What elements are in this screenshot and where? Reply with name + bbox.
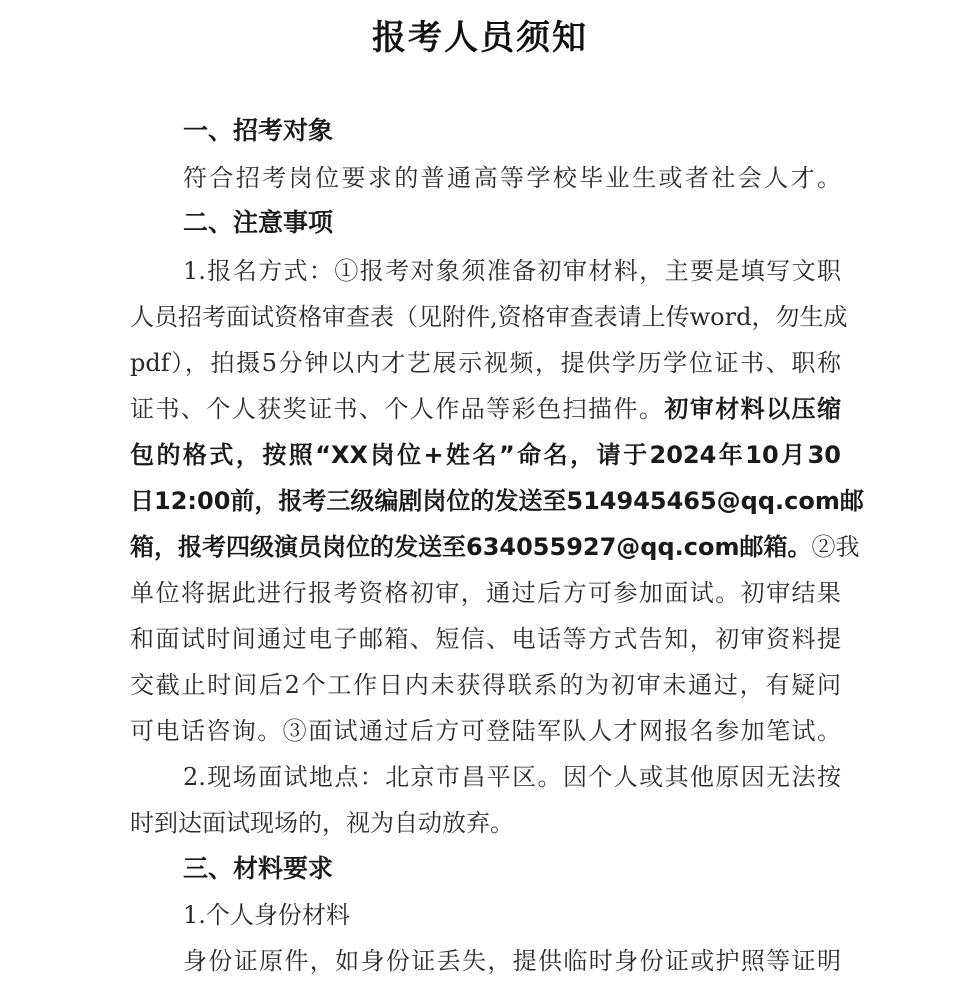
paragraph-line: 符合招考岗位要求的普通高等学校毕业生或者社会人才。 <box>183 164 841 192</box>
paragraph-line: 身份证原件，如身份证丢失，提供临时身份证或护照等证明 <box>183 947 841 975</box>
section-heading-3: 三、材料要求 <box>183 854 334 883</box>
paragraph-line: 2.现场面试地点：北京市昌平区。因个人或其他原因无法按 <box>183 763 841 791</box>
subheading: 1.个人身份材料 <box>183 901 350 929</box>
paragraph-line: 人员招考面试资格审查表（见附件,资格审查表请上传word，勿生成 <box>130 303 848 331</box>
normal-text: ②我 <box>811 533 860 561</box>
paragraph-line: 交截止时间后2个工作日内未获得联系的为初审未通过，有疑问 <box>130 671 841 699</box>
paragraph-line <box>130 529 860 565</box>
paragraph-line-bold: 日12:00前，报考三级编剧岗位的发送至514945465@qq.com邮 <box>130 487 864 515</box>
paragraph-line: 时到达面试现场的，视为自动放弃。 <box>130 809 514 837</box>
paragraph-line: 1.报名方式：①报考对象须准备初审材料，主要是填写文职 <box>183 257 841 285</box>
paragraph-line: pdf），拍摄5分钟以内才艺展示视频，提供学历学位证书、职称 <box>130 349 841 377</box>
paragraph-line <box>130 391 841 427</box>
bold-text: 箱，报考四级演员岗位的发送至634055927@qq.com邮箱。 <box>130 533 812 561</box>
paragraph-line: 单位将据此进行报考资格初审，通过后方可参加面试。初审结果 <box>130 579 841 607</box>
page-title: 报考人员须知 <box>372 18 588 58</box>
section-heading-2: 二、注意事项 <box>183 208 334 237</box>
bold-text: 初审材料以压缩 <box>664 395 842 423</box>
paragraph-line-bold: 包的格式，按照“XX岗位+姓名”命名，请于2024年10月30 <box>130 441 841 469</box>
paragraph-line: 和面试时间通过电子邮箱、短信、电话等方式告知，初审资料提 <box>130 625 841 653</box>
section-heading-1: 一、招考对象 <box>183 116 334 145</box>
normal-text: 证书、个人获奖证书、个人作品等彩色扫描件。 <box>130 395 665 423</box>
paragraph-line: 可电话咨询。③面试通过后方可登陆军队人才网报名参加笔试。 <box>130 717 841 745</box>
